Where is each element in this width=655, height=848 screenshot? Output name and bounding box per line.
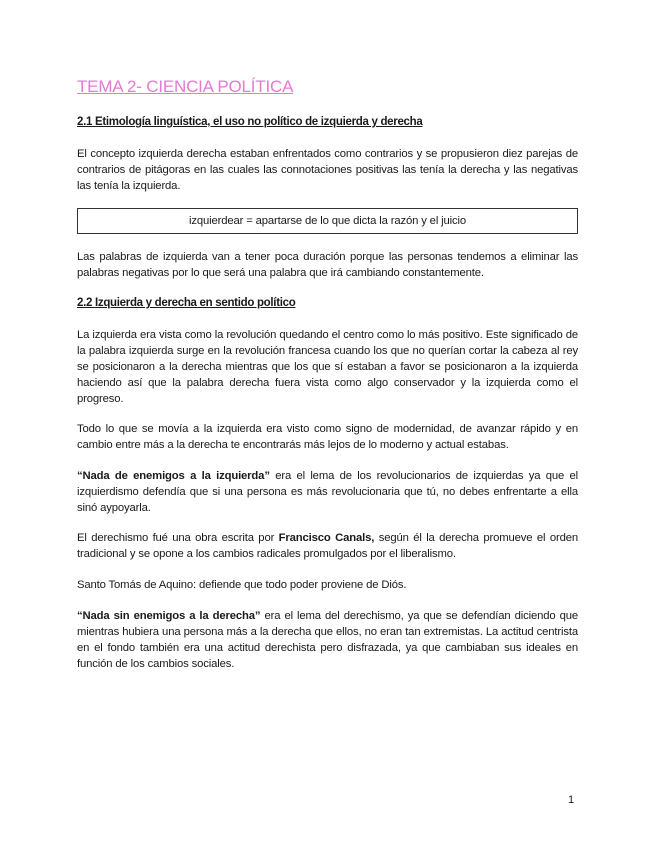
definition-text: izquierdear = apartarse de lo que dicta la razón y el juicio <box>188 215 467 227</box>
paragraph-derechismo <box>77 530 578 562</box>
page-number: 1 <box>568 794 575 806</box>
text-derechismo-rest: según él la derecha promueve el orden tradicional y se opone a los cambios radicales promulgados por el liberalismo. <box>77 532 578 560</box>
page-title: TEMA 2- CIENCIA POLÍTICA <box>77 77 294 96</box>
section-heading-etimologia: 2.1 Etimología linguística, el uso no político de izquierda y derecha <box>77 116 423 128</box>
paragraph-lema-derecha <box>77 608 578 672</box>
text-izquierdismo: era el lema de los revolucionarios de izquierdas ya que el izquierdismo defendía que si una persona es más revolucionaria que tú, no debes enfrentarte a ella sinó aypoyarla. <box>77 470 578 514</box>
paragraph-modernidad: Todo lo que se movía a la izquierda era visto como signo de modernidad, de avanzar rápido y en cambio entre más a la derecha te encontrarás más lejos de lo moderno y actual estabas. <box>77 423 578 451</box>
quote-izquierda: “Nada de enemigos a la izquierda” <box>77 470 270 482</box>
paragraph-lema-izquierda <box>77 468 578 516</box>
paragraph-palabras: Las palabras de izquierda van a tener poca duración porque las personas tendemos a eliminar las palabras negativas por lo que será una palabra que irá cambiando constantemente. <box>77 251 578 279</box>
definition-box <box>77 208 578 234</box>
text-derechismo-start: El derechismo fué una obra escrita por <box>77 532 279 544</box>
paragraph-concepto: El concepto izquierda derecha estaban enfrentados como contrarios y se propusieron diez parejas de contrarios de pitágoras en las cuales las connotaciones positivas las tenía la derecha y las negativas las tenía la izquierda. <box>77 148 578 192</box>
text-derechismo-lema: era el lema del derechismo, ya que se defendían diciendo que mientras hubiera una persona más a la derecha que ellos, no eran tan extremistas. La actitud centrista en el fondo también era una actitud derechista pero disfrazada, ya que cambiaban sus ideales en función de los cambios sociales. <box>77 610 578 670</box>
paragraph-aquino: Santo Tomás de Aquino: defiende que todo poder proviene de Diós. <box>77 579 407 591</box>
quote-derecha: “Nada sin enemigos a la derecha” <box>77 610 261 622</box>
author-name: Francisco Canals, <box>278 532 375 544</box>
section-heading-politico: 2.2 Izquierda y derecha en sentido político <box>77 297 296 309</box>
paragraph-revolucion: La izquierda era vista como la revolución quedando el centro como lo más positivo. Este significado de la palabra izquierda surge en la revolución francesa cuando los que no querían cortar la cabeza al rey se posicionaron a la derecha mientras que los que sí estaban a favor se posicionaron a la izquierda haciendo así que la palabra derecha fuera vista como algo conservador y la izquierda como el progreso. <box>77 329 578 405</box>
